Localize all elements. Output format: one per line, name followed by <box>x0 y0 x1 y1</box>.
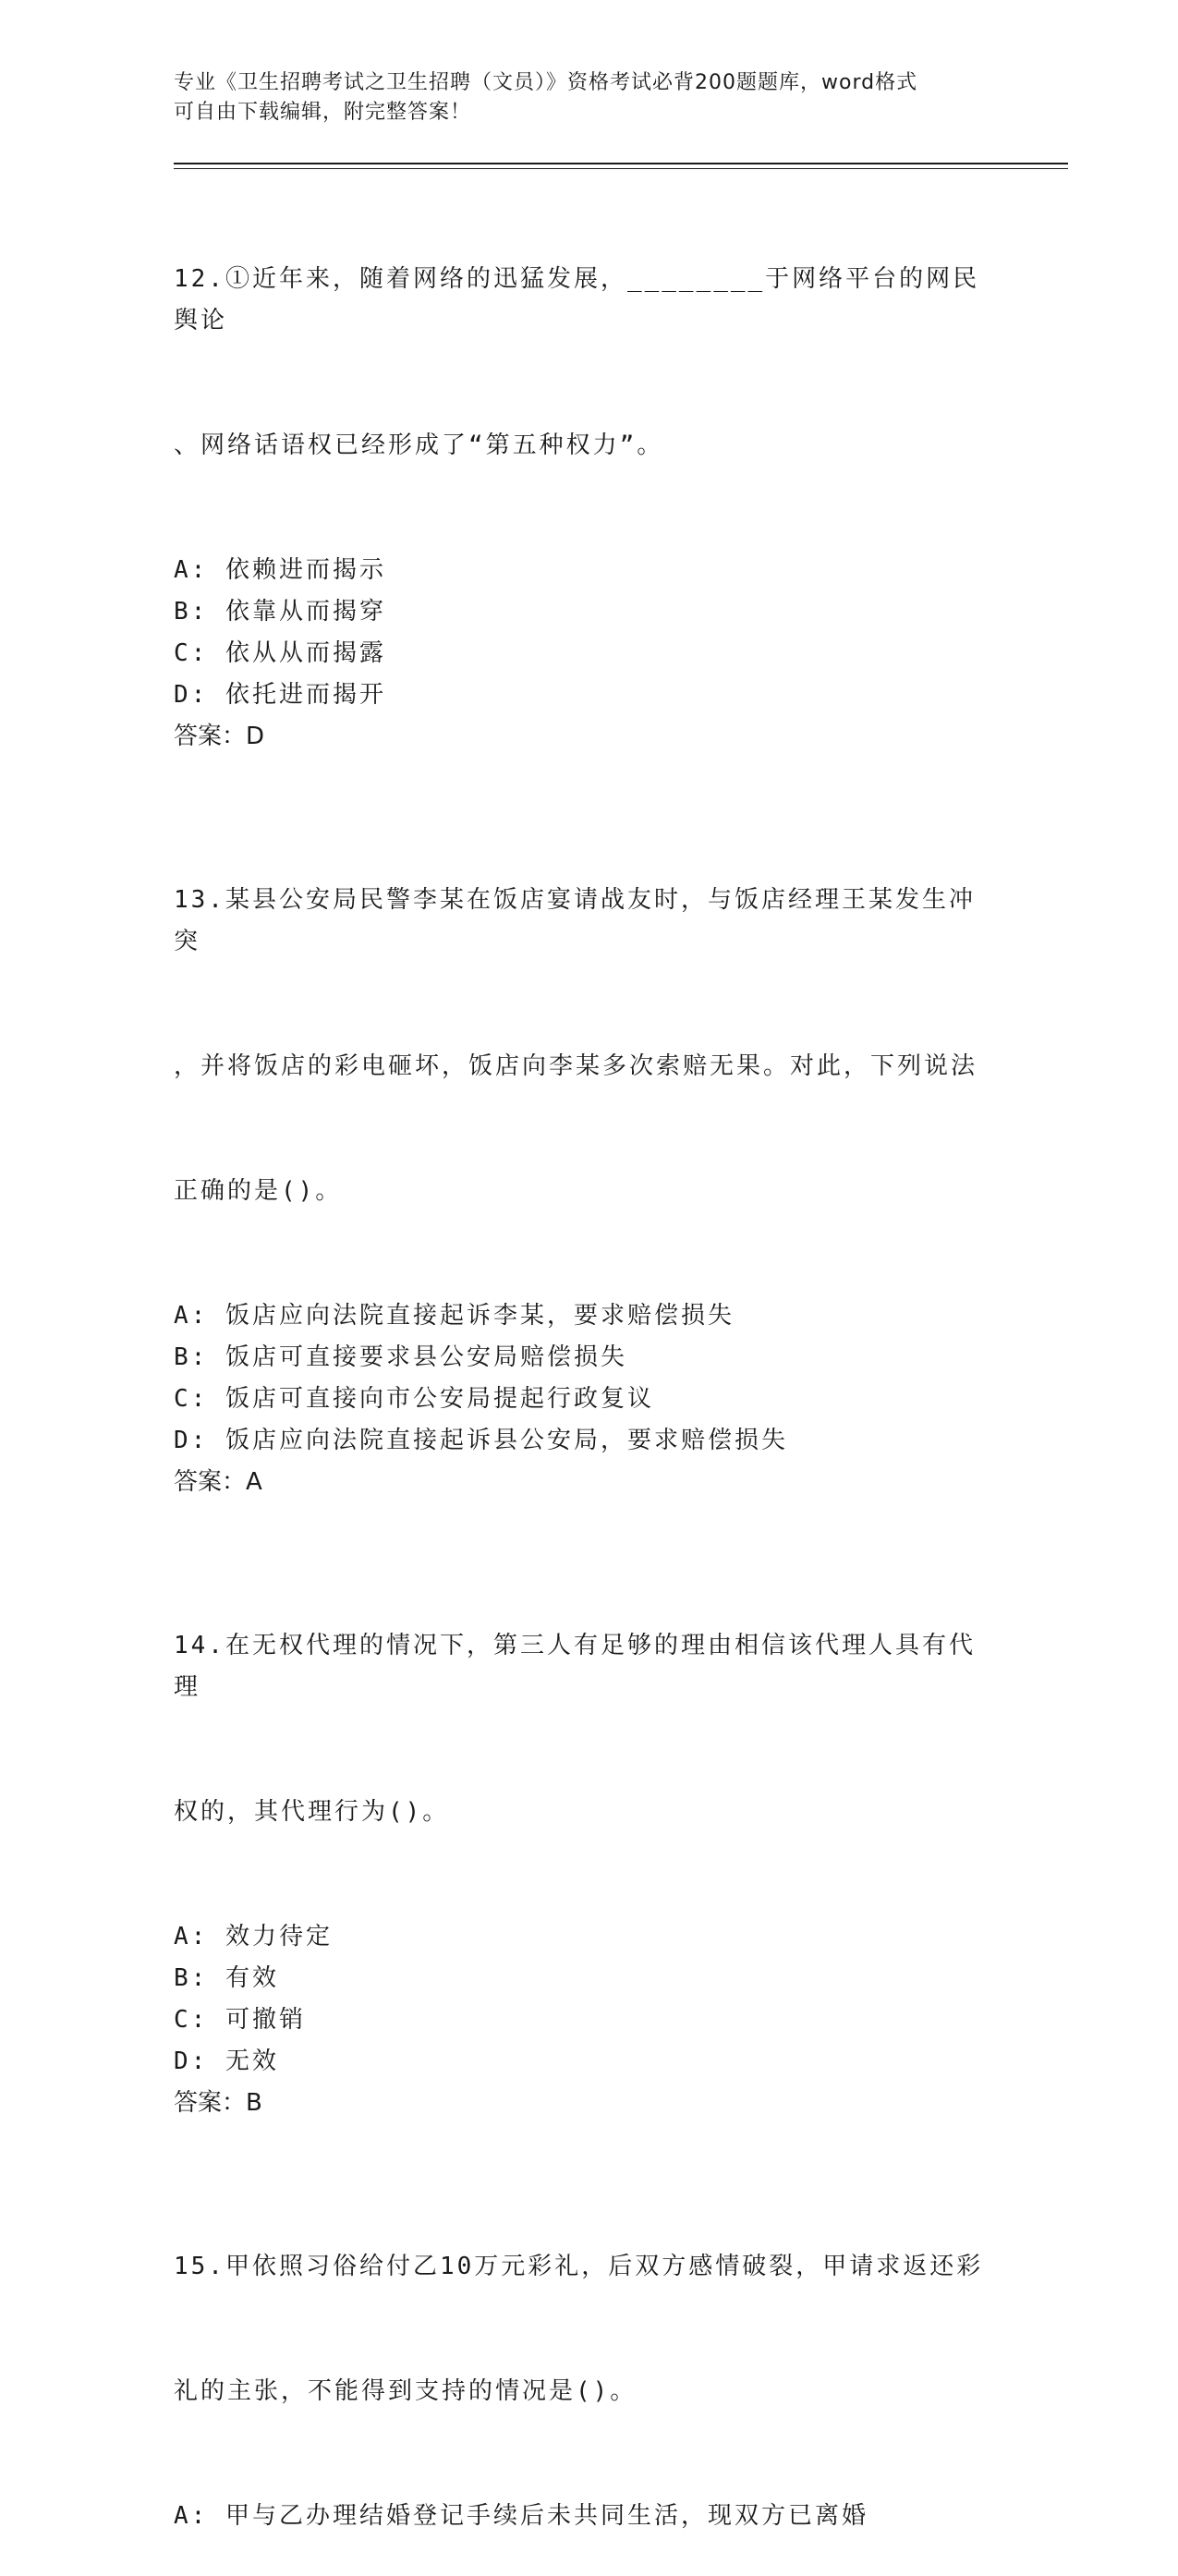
header-rule-thin <box>174 168 1068 169</box>
stem-line: 正确的是()。 <box>174 1177 343 1205</box>
question-14 <box>174 1542 1005 2124</box>
option-a: A: 饭店应向法院直接起诉李某，要求赔偿损失 <box>174 1302 735 1330</box>
stem-line: 14.在无权代理的情况下，第三人有足够的理由相信该代理人具有代理 <box>174 1632 976 1701</box>
question-stem <box>174 1542 987 1916</box>
stem-line: 12.①近年来，随着网络的迅猛发展，________于网络平台的网民舆论 <box>174 265 980 334</box>
stem-line: 15.甲依照习俗给付乙10万元彩礼，后双方感情破裂，甲请求返还彩 <box>174 2253 984 2280</box>
option-d: D: 依托进而揭开 <box>174 681 386 709</box>
option-a: A: 甲与乙办理结婚登记手续后未共同生活，现双方已离婚 <box>174 2502 868 2530</box>
header-rule-thick <box>174 163 1068 164</box>
option-b: B: 有效 <box>174 1964 279 1992</box>
option-d: D: 饭店应向法院直接起诉县公安局，要求赔偿损失 <box>174 1427 788 1454</box>
answer-line: 答案：A <box>174 1468 262 1496</box>
question-stem <box>174 2163 987 2496</box>
option-c: C: 依从从而揭露 <box>174 639 386 667</box>
option-a: A: 效力待定 <box>174 1923 333 1950</box>
option-a: A: 依赖进而揭示 <box>174 556 386 584</box>
answer-line: 答案：D <box>174 723 265 750</box>
option-b: B: 饭店可直接要求县公安局赔偿损失 <box>174 1343 627 1371</box>
option-c: C: 饭店可直接向市公安局提起行政复议 <box>174 1385 654 1413</box>
question-stem <box>174 796 987 1295</box>
stem-line: ，并将饭店的彩电砸坏，饭店向李某多次索赔无果。对此，下列说法 <box>174 1052 978 1080</box>
option-c: C: 可撤销 <box>174 2006 306 2034</box>
question-stem <box>174 176 987 550</box>
question-list <box>174 176 1005 2576</box>
document-header <box>174 68 1005 128</box>
option-b: B: 依靠从而揭穿 <box>174 598 386 626</box>
question-15 <box>174 2163 1005 2537</box>
question-13 <box>174 796 1005 1503</box>
header-line-2: 可自由下载编辑，附完整答案！ <box>174 101 472 124</box>
stem-line: 13.某县公安局民警李某在饭店宴请战友时，与饭店经理王某发生冲突 <box>174 886 976 955</box>
answer-line: 答案：B <box>174 2089 262 2117</box>
option-d: D: 无效 <box>174 2047 279 2075</box>
stem-line: 权的，其代理行为()。 <box>174 1798 450 1826</box>
stem-line: 礼的主张，不能得到支持的情况是()。 <box>174 2377 638 2405</box>
stem-line: 、网络话语权已经形成了“第五种权力”。 <box>174 431 664 459</box>
header-line-1: 专业《卫生招聘考试之卫生招聘（文员）》资格考试必背200题题库，word格式 <box>174 71 918 94</box>
question-12 <box>174 176 1005 758</box>
